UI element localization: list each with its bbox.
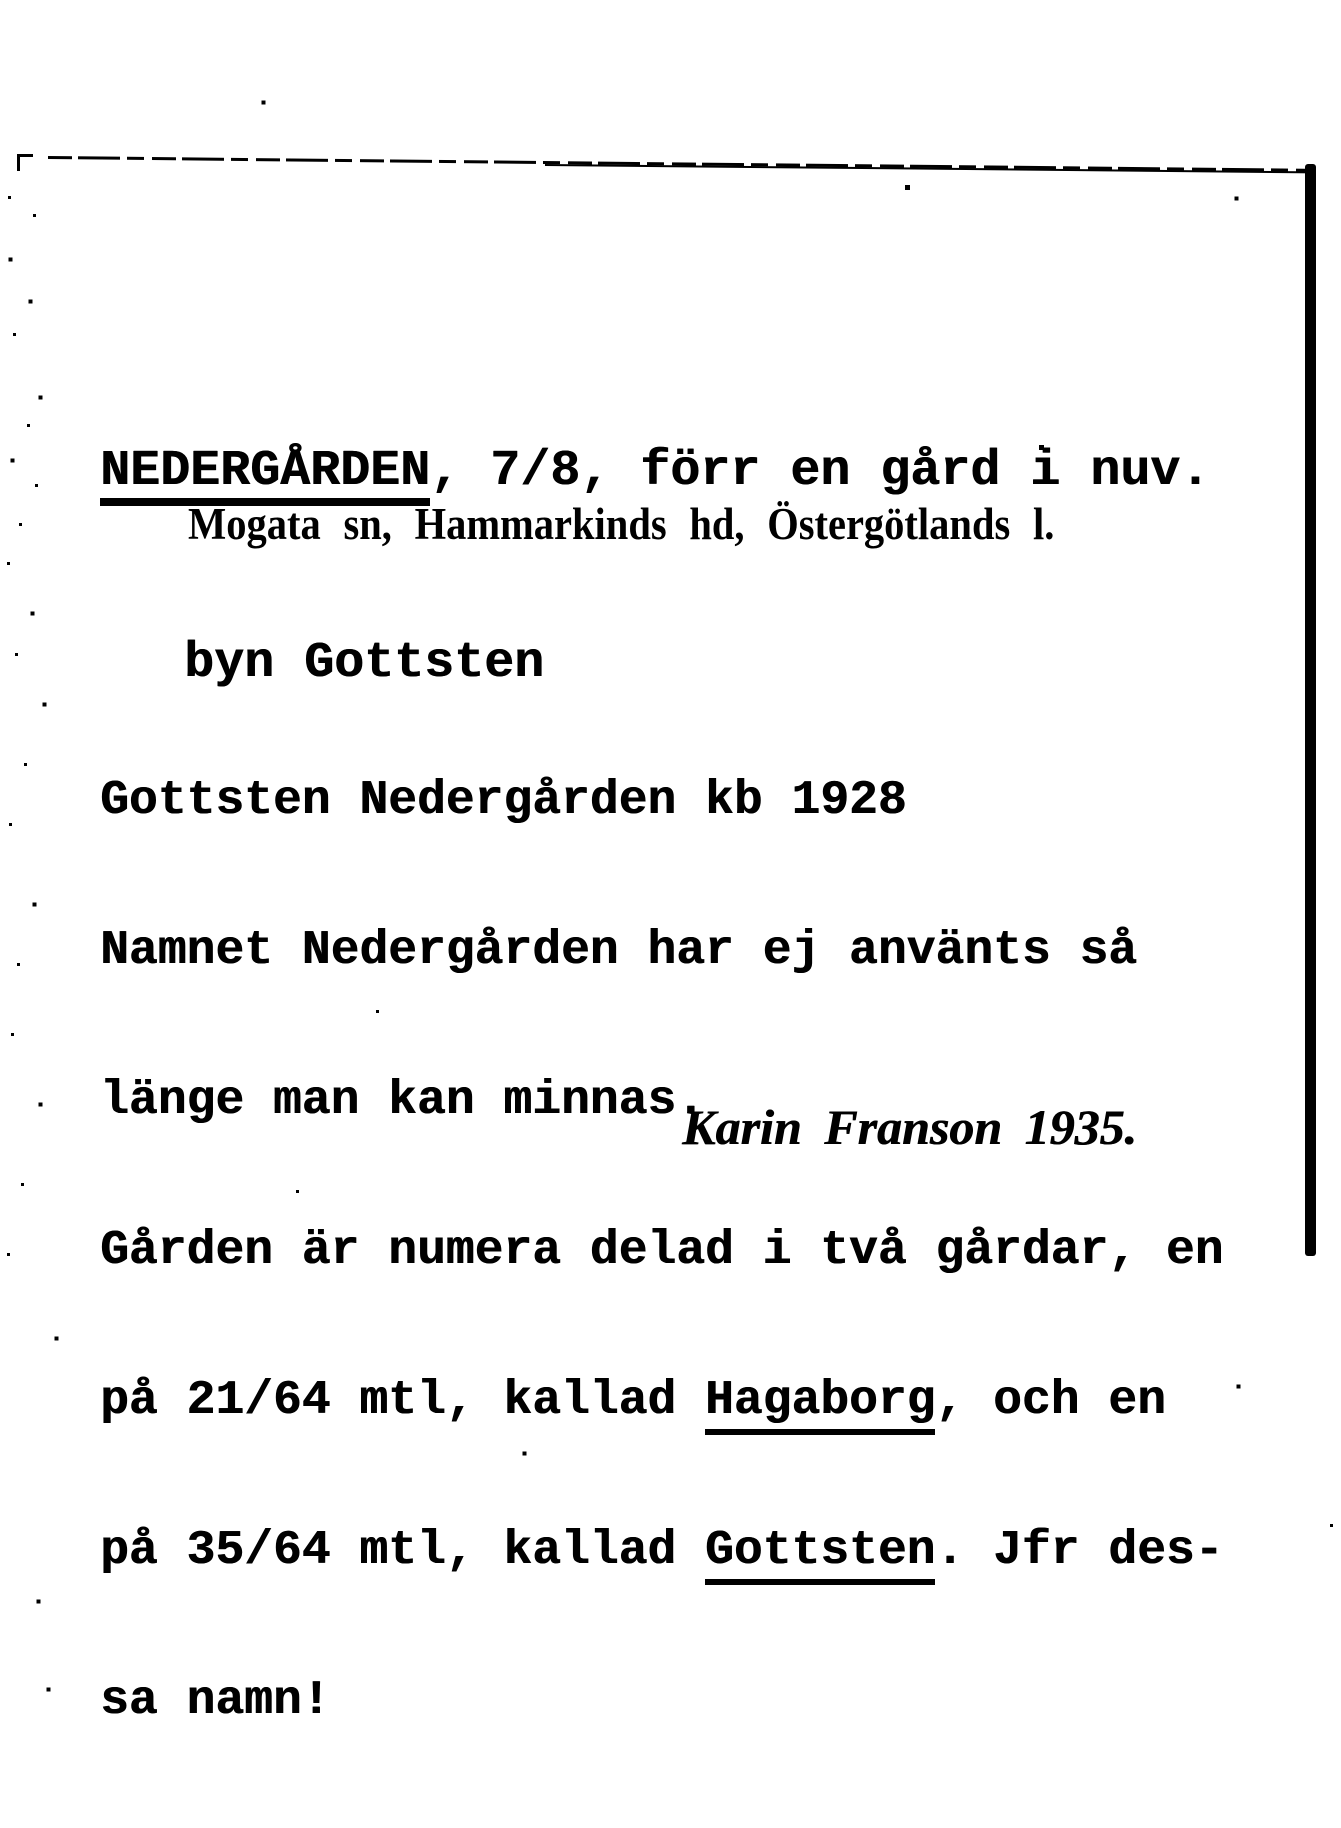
scan-right-edge-line: [1305, 164, 1316, 1256]
farm-name-gottsten-underlined: Gottsten: [705, 1527, 935, 1585]
line-post: , och en: [935, 1374, 1166, 1428]
typewritten-line: länge man kan minnas.: [100, 1074, 705, 1128]
scan-corner-mark: [17, 154, 33, 171]
line-pre: på 35/64 mtl, kallad: [100, 1524, 705, 1578]
typewritten-line: [100, 1526, 1223, 1576]
title-rest: , 7/8, förr en gård i nuv.: [430, 443, 1211, 500]
typewritten-line: [100, 1376, 1223, 1426]
typewritten-line: Namnet Nedergården har ej använts så: [100, 924, 1137, 978]
card-title-line1: [100, 440, 1210, 506]
typewritten-line: sa namn!: [100, 1674, 331, 1728]
signature: Karin Franson 1935.: [682, 1099, 1137, 1155]
typewritten-line: Gottsten Nedergården kb 1928: [100, 774, 907, 828]
farm-name-hagaborg-underlined: Hagaborg: [705, 1377, 935, 1435]
card-title-line2: byn Gottsten: [184, 635, 545, 692]
place-name-underlined: NEDERGÅRDEN: [100, 446, 430, 506]
scan-noise-specks: [0, 0, 3, 3]
typewritten-line: Gården är numera delad i två gårdar, en: [100, 1224, 1224, 1278]
card-body: [100, 676, 1223, 1826]
line-post: . Jfr des-: [935, 1524, 1224, 1578]
location-heading: Mogata sn, Hammarkinds hd, Östergötlands l.: [188, 499, 1055, 549]
line-pre: på 21/64 mtl, kallad: [100, 1374, 705, 1428]
